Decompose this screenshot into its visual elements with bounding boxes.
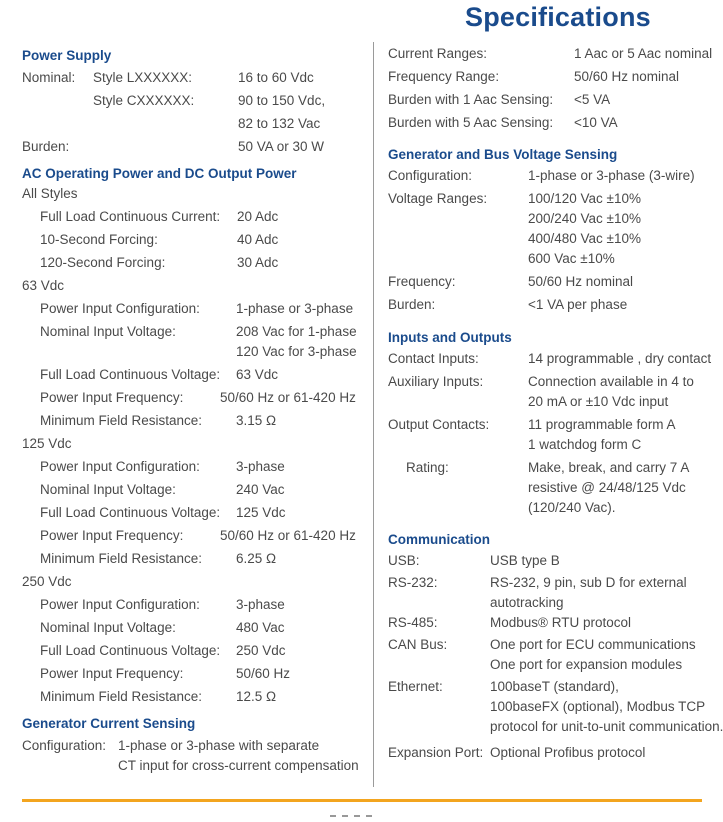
can-row <box>388 635 723 655</box>
v125-pic-label: Power Input Configuration: <box>40 459 200 474</box>
aux-inputs-value2: 20 mA or ±10 Vdc input <box>528 394 669 409</box>
contact-inputs-value: 14 programmable , dry contact <box>528 351 712 366</box>
vs-range-row <box>388 209 723 229</box>
nominal-row <box>22 68 367 91</box>
vs-burden-value: <1 VA per phase <box>528 297 628 312</box>
v125-niv-row <box>22 480 367 503</box>
v125-title: 125 Vdc <box>22 436 72 451</box>
vs-range-value: 100/120 Vac ±10% <box>528 191 641 206</box>
v125-flv-label: Full Load Continuous Voltage: <box>40 505 221 520</box>
v250-pic-value: 3-phase <box>236 597 285 612</box>
burden-row <box>22 137 367 160</box>
vs-freq-label: Frequency: <box>388 274 456 289</box>
right-column <box>388 44 723 765</box>
forcing120-row <box>22 253 367 276</box>
usb-value: USB type B <box>490 553 560 568</box>
rs232-value1: RS-232, 9 pin, sub D for external <box>490 575 687 590</box>
v250-flv-row <box>22 641 367 664</box>
burden5-row <box>388 113 723 136</box>
v250-pic-label: Power Input Configuration: <box>40 597 200 612</box>
voltage-sensing-heading: Generator and Bus Voltage Sensing <box>388 147 618 162</box>
fl-current-value: 20 Adc <box>237 209 279 224</box>
expansion-row <box>388 743 723 765</box>
vs-range-label: Voltage Ranges: <box>388 191 488 206</box>
v250-niv-value: 480 Vac <box>236 620 285 635</box>
burden5-label: Burden with 5 Aac Sensing: <box>388 115 554 130</box>
rs232-row2 <box>388 593 723 613</box>
forcing10-value: 40 Adc <box>237 232 279 247</box>
v250-niv-label: Nominal Input Voltage: <box>40 620 176 635</box>
v250-mfr-value: 12.5 Ω <box>236 689 277 704</box>
burden5-value: <10 VA <box>574 115 618 130</box>
gen-config-label: Configuration: <box>22 738 107 753</box>
can-label: CAN Bus: <box>388 637 448 652</box>
ethernet-row3 <box>388 717 723 743</box>
v250-title: 250 Vdc <box>22 574 72 589</box>
rating-value3: (120/240 Vac). <box>528 500 616 515</box>
v125-niv-label: Nominal Input Voltage: <box>40 482 176 497</box>
can-row2 <box>388 655 723 677</box>
v63-pic-value: 1-phase or 3-phase <box>236 301 354 316</box>
burden-label: Burden: <box>22 139 70 154</box>
burden1-label: Burden with 1 Aac Sensing: <box>388 92 554 107</box>
current-ranges-row <box>388 44 723 67</box>
aux-inputs-value1: Connection available in 4 to <box>528 374 694 389</box>
v63-niv-value1: 208 Vac for 1-phase <box>236 324 357 339</box>
output-contacts-row2 <box>388 435 723 458</box>
ethernet-value2: 100baseFX (optional), Modbus TCP <box>490 699 706 714</box>
current-ranges-label: Current Ranges: <box>388 46 488 61</box>
v125-pic-row <box>22 457 367 480</box>
v63-niv-row2 <box>22 342 367 365</box>
vs-range-row <box>388 189 723 209</box>
ethernet-label: Ethernet: <box>388 679 443 694</box>
expansion-value: Optional Profibus protocol <box>490 745 646 760</box>
gen-current-heading: Generator Current Sensing <box>22 716 196 731</box>
nominal-label: Nominal: <box>22 70 76 85</box>
rs485-label: RS-485: <box>388 615 438 630</box>
forcing10-row <box>22 230 367 253</box>
v250-flv-value: 250 Vdc <box>236 643 286 658</box>
current-ranges-value: 1 Aac or 5 Aac nominal <box>574 46 713 61</box>
aux-inputs-row <box>388 372 723 392</box>
ethernet-value1: 100baseT (standard), <box>490 679 619 694</box>
forcing120-label: 120-Second Forcing: <box>40 255 166 270</box>
v63-pif-value: 50/60 Hz or 61-420 Hz <box>220 390 356 405</box>
v63-flv-label: Full Load Continuous Voltage: <box>40 367 221 382</box>
style-l-label: Style LXXXXXX: <box>93 70 193 85</box>
usb-row <box>388 551 723 573</box>
v250-mfr-row <box>22 687 367 710</box>
gen-config-value1: 1-phase or 3-phase with separate <box>118 738 320 753</box>
rs232-label: RS-232: <box>388 575 438 590</box>
vs-range-value: 400/480 Vac ±10% <box>528 231 641 246</box>
style-c-row <box>22 91 367 114</box>
vs-range-row <box>388 249 723 272</box>
vs-range-value: 200/240 Vac ±10% <box>528 211 641 226</box>
contact-inputs-label: Contact Inputs: <box>388 351 479 366</box>
ethernet-row <box>388 677 723 697</box>
vs-freq-row <box>388 272 723 295</box>
forcing10-label: 10-Second Forcing: <box>40 232 158 247</box>
rating-row <box>388 458 723 478</box>
v63-niv-label: Nominal Input Voltage: <box>40 324 176 339</box>
contact-inputs-row <box>388 349 723 372</box>
v63-flv-row <box>22 365 367 388</box>
burden1-row <box>388 90 723 113</box>
all-styles-label: All Styles <box>22 186 78 201</box>
ac-power-heading: AC Operating Power and DC Output Power <box>22 166 297 181</box>
usb-label: USB: <box>388 553 420 568</box>
vs-freq-value: 50/60 Hz nominal <box>528 274 634 289</box>
output-contacts-value2: 1 watchdog form C <box>528 437 642 452</box>
v63-mfr-label: Minimum Field Resistance: <box>40 413 203 428</box>
v250-mfr-label: Minimum Field Resistance: <box>40 689 203 704</box>
v63-pic-label: Power Input Configuration: <box>40 301 200 316</box>
v63-title: 63 Vdc <box>22 278 65 293</box>
burden-value: 50 VA or 30 W <box>238 139 325 154</box>
style-l-value: 16 to 60 Vdc <box>238 70 314 85</box>
v250-title-row <box>22 572 367 595</box>
rs485-value: Modbus® RTU protocol <box>490 615 632 630</box>
vs-config-row <box>388 166 723 189</box>
footer-dots <box>330 804 390 808</box>
burden1-value: <5 VA <box>574 92 611 107</box>
power-supply-heading: Power Supply <box>22 48 112 63</box>
frequency-range-row <box>388 67 723 90</box>
fl-current-label: Full Load Continuous Current: <box>40 209 221 224</box>
v125-mfr-label: Minimum Field Resistance: <box>40 551 203 566</box>
v125-title-row <box>22 434 367 457</box>
v63-niv-value2: 120 Vac for 3-phase <box>236 344 357 359</box>
output-contacts-row <box>388 415 723 435</box>
rs232-value2: autotracking <box>490 595 564 610</box>
v125-pif-value: 50/60 Hz or 61-420 Hz <box>220 528 356 543</box>
rating-row3 <box>388 498 723 518</box>
fl-current-row <box>22 207 367 230</box>
column-divider <box>373 42 374 787</box>
vs-burden-row <box>388 295 723 318</box>
output-contacts-label: Output Contacts: <box>388 417 490 432</box>
rating-label: Rating: <box>406 460 449 475</box>
comm-heading: Communication <box>388 532 491 547</box>
v63-pif-row <box>22 388 367 411</box>
forcing120-value: 30 Adc <box>237 255 279 270</box>
ethernet-value3: protocol for unit-to-unit communication. <box>490 719 723 734</box>
all-styles-row <box>22 184 367 207</box>
rating-row2 <box>388 478 723 498</box>
v125-flv-row <box>22 503 367 526</box>
gen-config-row2 <box>22 756 367 776</box>
vs-range-row <box>388 229 723 249</box>
footer-rule <box>22 799 702 802</box>
aux-inputs-row2 <box>388 392 723 415</box>
v250-flv-label: Full Load Continuous Voltage: <box>40 643 221 658</box>
rs485-row <box>388 613 723 635</box>
rating-value2: resistive @ 24/48/125 Vdc <box>528 480 686 495</box>
v250-niv-row <box>22 618 367 641</box>
page-title: Specifications <box>465 2 651 32</box>
v63-niv-row <box>22 322 367 342</box>
v125-pic-value: 3-phase <box>236 459 285 474</box>
output-contacts-value1: 11 programmable form A <box>528 417 676 432</box>
v63-pic-row <box>22 299 367 322</box>
v250-pif-row <box>22 664 367 687</box>
frequency-range-label: Frequency Range: <box>388 69 500 84</box>
rs232-row <box>388 573 723 593</box>
v125-flv-value: 125 Vdc <box>236 505 286 520</box>
left-column <box>22 44 367 776</box>
expansion-label: Expansion Port: <box>388 745 484 760</box>
v250-pif-value: 50/60 Hz <box>236 666 291 681</box>
v250-pif-label: Power Input Frequency: <box>40 666 184 681</box>
style-c-value2: 82 to 132 Vac <box>238 116 321 131</box>
gen-config-row <box>22 736 367 756</box>
vs-range-value: 600 Vac ±10% <box>528 251 615 266</box>
frequency-range-value: 50/60 Hz nominal <box>574 69 680 84</box>
io-heading: Inputs and Outputs <box>388 330 512 345</box>
vs-config-label: Configuration: <box>388 168 473 183</box>
v125-mfr-value: 6.25 Ω <box>236 551 277 566</box>
style-c-label: Style CXXXXXX: <box>93 93 195 108</box>
v125-pif-label: Power Input Frequency: <box>40 528 184 543</box>
v63-mfr-value: 3.15 Ω <box>236 413 277 428</box>
vs-burden-label: Burden: <box>388 297 436 312</box>
v125-mfr-row <box>22 549 367 572</box>
aux-inputs-label: Auxiliary Inputs: <box>388 374 484 389</box>
style-c-row2 <box>22 114 367 137</box>
can-value2: One port for expansion modules <box>490 657 683 672</box>
ethernet-row2 <box>388 697 723 717</box>
v125-pif-row <box>22 526 367 549</box>
rating-value1: Make, break, and carry 7 A <box>528 460 690 475</box>
v63-title-row <box>22 276 367 299</box>
v63-flv-value: 63 Vdc <box>236 367 279 382</box>
can-value1: One port for ECU communications <box>490 637 696 652</box>
v125-niv-value: 240 Vac <box>236 482 285 497</box>
v63-pif-label: Power Input Frequency: <box>40 390 184 405</box>
v250-pic-row <box>22 595 367 618</box>
gen-config-value2: CT input for cross-current compensation <box>118 758 359 773</box>
v63-mfr-row <box>22 411 367 434</box>
vs-config-value: 1-phase or 3-phase (3-wire) <box>528 168 695 183</box>
style-c-value1: 90 to 150 Vdc, <box>238 93 326 108</box>
